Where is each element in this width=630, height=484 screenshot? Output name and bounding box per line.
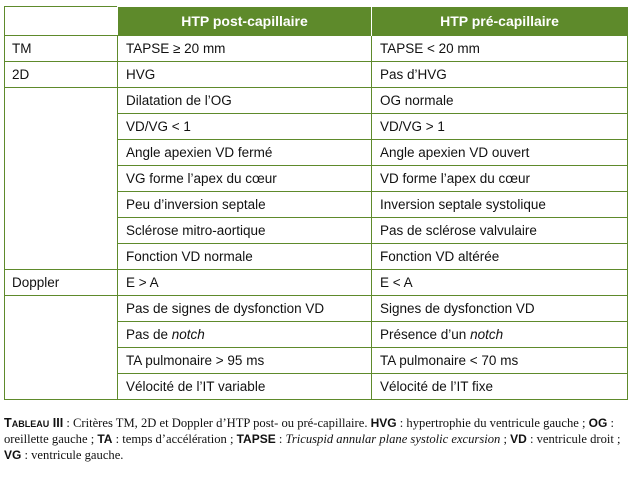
post-cell: Dilatation de l’OG — [118, 88, 372, 114]
pre-cell: OG normale — [372, 88, 628, 114]
post-italic-text: notch — [171, 327, 205, 342]
category-cell — [5, 374, 118, 400]
category-cell — [5, 166, 118, 192]
category-cell — [5, 192, 118, 218]
header-post-capillaire: HTP post-capillaire — [118, 7, 372, 36]
pre-cell — [372, 322, 628, 348]
table-row — [5, 166, 628, 192]
def-tapse-italic: Tricuspid annular plane systolic excursion — [285, 431, 501, 446]
category-cell — [5, 88, 118, 114]
table-row — [5, 192, 628, 218]
def-tapse-end: ; — [500, 431, 511, 446]
table-row — [5, 322, 628, 348]
criteria-table — [4, 6, 628, 400]
pre-cell: Pas d’HVG — [372, 62, 628, 88]
post-cell: TAPSE ≥ 20 mm — [118, 36, 372, 62]
table-row — [5, 62, 628, 88]
post-cell: Pas de signes de dysfonction VD — [118, 296, 372, 322]
pre-cell: TA pulmonaire < 70 ms — [372, 348, 628, 374]
post-cell: Vélocité de l’IT variable — [118, 374, 372, 400]
pre-text: Présence d’un — [380, 327, 471, 342]
pre-cell: VD/VG > 1 — [372, 114, 628, 140]
pre-cell: Signes de dysfonction VD — [372, 296, 628, 322]
table-row — [5, 296, 628, 322]
category-cell — [5, 140, 118, 166]
caption-label: Tableau III — [4, 416, 64, 430]
pre-cell: Angle apexien VD ouvert — [372, 140, 628, 166]
caption-intro: Critères TM, 2D et Doppler d’HTP post- ou pré-capillaire. — [72, 416, 371, 430]
header-pre-capillaire: HTP pré-capillaire — [372, 7, 628, 36]
post-cell: VD/VG < 1 — [118, 114, 372, 140]
table-row — [5, 36, 628, 62]
abbr-tapse: TAPSE — [236, 431, 276, 446]
table-header-row — [5, 7, 628, 36]
header-corner-cell — [5, 7, 118, 36]
abbr-ta: TA — [97, 431, 113, 446]
table-row — [5, 348, 628, 374]
category-cell — [5, 114, 118, 140]
abbr-hvg: HVG — [370, 416, 397, 430]
post-cell: Sclérose mitro-aortique — [118, 218, 372, 244]
post-cell: VG forme l’apex du cœur — [118, 166, 372, 192]
table-row — [5, 88, 628, 114]
category-cell — [5, 244, 118, 270]
category-cell — [5, 296, 118, 322]
abbr-vg: VG — [4, 447, 22, 462]
abbr-vd: VD — [510, 431, 527, 446]
pre-cell: Inversion septale systolique — [372, 192, 628, 218]
category-cell — [5, 322, 118, 348]
pre-cell: VD forme l’apex du cœur — [372, 166, 628, 192]
def-vg: : ventricule gauche. — [21, 447, 124, 462]
post-cell: HVG — [118, 62, 372, 88]
table-row — [5, 140, 628, 166]
post-cell: Angle apexien VD fermé — [118, 140, 372, 166]
post-cell — [118, 322, 372, 348]
def-og: : oreillette gauche ; — [4, 416, 614, 446]
abbr-og: OG — [588, 416, 608, 430]
pre-cell: Fonction VD altérée — [372, 244, 628, 270]
post-cell: TA pulmonaire > 95 ms — [118, 348, 372, 374]
category-cell — [5, 218, 118, 244]
pre-italic-text: notch — [470, 327, 504, 342]
pre-cell: Pas de sclérose valvulaire — [372, 218, 628, 244]
def-hvg: : hypertrophie du ventricule gauche ; — [396, 416, 589, 430]
table-row — [5, 218, 628, 244]
table-row — [5, 270, 628, 296]
pre-cell: TAPSE < 20 mm — [372, 36, 628, 62]
table-row — [5, 114, 628, 140]
def-vd: : ventricule droit ; — [526, 431, 621, 446]
table-caption — [4, 416, 624, 463]
caption-separator: : — [63, 416, 73, 430]
def-ta: : temps d’accélération ; — [112, 431, 237, 446]
pre-cell: E < A — [372, 270, 628, 296]
table-row — [5, 244, 628, 270]
table-row — [5, 374, 628, 400]
category-cell: Doppler — [5, 270, 118, 296]
pre-cell: Vélocité de l’IT fixe — [372, 374, 628, 400]
category-cell: TM — [5, 36, 118, 62]
def-tapse-sep: : — [275, 431, 286, 446]
category-cell: 2D — [5, 62, 118, 88]
post-cell: E > A — [118, 270, 372, 296]
post-cell: Peu d’inversion septale — [118, 192, 372, 218]
category-cell — [5, 348, 118, 374]
post-cell: Fonction VD normale — [118, 244, 372, 270]
post-text: Pas de — [126, 327, 172, 342]
criteria-table-container — [4, 6, 627, 400]
